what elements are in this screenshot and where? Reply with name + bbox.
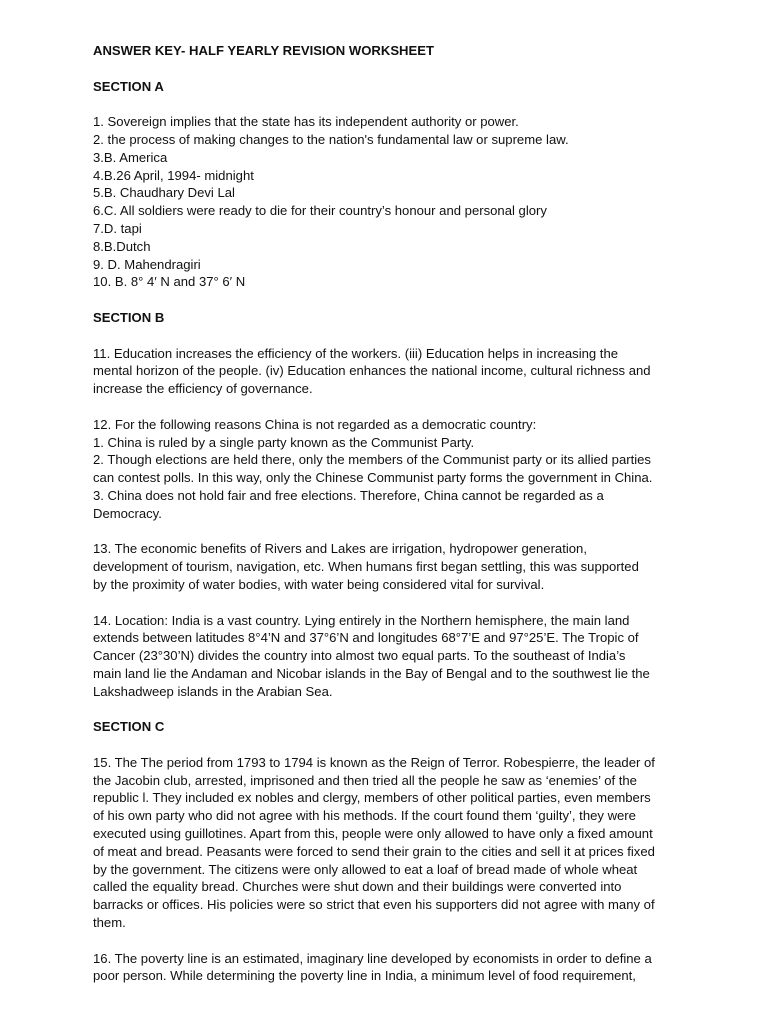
answer-15-line: 15. The The period from 1793 to 1794 is known as the Reign of Terror. Robespierre, the leader of: [93, 754, 655, 770]
answer-11-line: increase the efficiency of governance.: [93, 381, 313, 397]
answer-15-line: the Jacobin club, arrested, imprisoned and then tried all the people he saw as ‘enemies’ of the: [93, 772, 637, 788]
answer-13-line: by the proximity of water bodies, with water being considered vital for survival.: [93, 576, 545, 592]
answer-15-line: by the government. The citizens were only allowed to eat a loaf of bread made of whole wheat: [93, 861, 638, 877]
answer-4: 4.B.26 April, 1994- midnight: [93, 167, 254, 183]
answer-16: [93, 950, 713, 986]
answer-15-line: them.: [93, 915, 126, 931]
answer-14-line: Lakshadweep islands in the Arabian Sea.: [93, 683, 333, 699]
document-title: ANSWER KEY- HALF YEARLY REVISION WORKSHEET: [93, 43, 434, 58]
answer-14-line: 14. Location: India is a vast country. Lying entirely in the Northern hemisphere, the main land: [93, 612, 630, 628]
answer-12-line: 2. Though elections are held there, only the members of the Communist party or its allied parties: [93, 452, 651, 468]
answer-2: 2. the process of making changes to the nation's fundamental law or supreme law.: [93, 131, 569, 147]
answer-8: 8.B.Dutch: [93, 238, 151, 254]
answer-9: 9. D. Mahendragiri: [93, 256, 201, 272]
answer-12: [93, 416, 713, 523]
answer-12-line: can contest polls. In this way, only the Chinese Communist party forms the government in China.: [93, 470, 653, 486]
answer-12-line: 1. China is ruled by a single party known as the Communist Party.: [93, 434, 475, 450]
answer-14-line: Cancer (23°30’N) divides the country into almost two equal parts. To the southeast of India’s: [93, 648, 626, 664]
answer-13-line: development of tourism, navigation, etc. When humans first began settling, this was supported: [93, 559, 639, 575]
answer-15-line: of his own party who did not agree with his methods. If the court found them ‘guilty’, they were: [93, 808, 636, 824]
section-c-heading: SECTION C: [93, 719, 165, 735]
answer-14-line: main land lie the Andaman and Nicobar islands in the Bay of Bengal and to the southwest lie the: [93, 665, 650, 681]
answer-11: [93, 345, 713, 398]
answer-11-line: mental horizon of the people. (iv) Education enhances the national income, cultural richness and: [93, 363, 651, 379]
answer-11-line: 11. Education increases the efficiency of the workers. (iii) Education helps in increasing the: [93, 345, 619, 361]
section-a-answer-list: [93, 113, 713, 291]
answer-15-line: of meat and bread. Peasants were forced to send their grain to the cities and sell it at prices fixed: [93, 843, 655, 859]
answer-5: 5.B. Chaudhary Devi Lal: [93, 185, 235, 201]
answer-14-line: extends between latitudes 8°4’N and 37°6’N and longitudes 68°7’E and 97°25’E. The Tropic of: [93, 630, 639, 646]
answer-16-line: poor person. While determining the poverty line in India, a minimum level of food requirement,: [93, 968, 636, 984]
answer-14: [93, 612, 713, 701]
answer-15-line: called the equality bread. Churches were shut down and their buildings were converted into: [93, 879, 622, 895]
answer-7: 7.D. tapi: [93, 220, 142, 236]
answer-15-line: republic l. They included ex nobles and clergy, members of other political parties, even members: [93, 790, 651, 806]
answer-15-line: executed using guillotines. Apart from this, people were only allowed to have only a fixed amount: [93, 826, 653, 842]
answer-6: 6.C. All soldiers were ready to die for their country’s honour and personal glory: [93, 203, 547, 219]
document-page: [93, 42, 713, 1003]
answer-3: 3.B. America: [93, 149, 168, 165]
section-b-heading: SECTION B: [93, 309, 165, 325]
answer-16-line: 16. The poverty line is an estimated, imaginary line developed by economists in order to define a: [93, 950, 652, 966]
answer-1: 1. Sovereign implies that the state has its independent authority or power.: [93, 114, 519, 130]
answer-15: [93, 754, 713, 932]
answer-15-line: barracks or offices. His policies were so strict that even his supporters did not agree with many of: [93, 897, 655, 913]
answer-10: 10. B. 8° 4′ N and 37° 6′ N: [93, 274, 246, 290]
answer-13: [93, 540, 713, 593]
answer-13-line: 13. The economic benefits of Rivers and Lakes are irrigation, hydropower generation,: [93, 541, 587, 557]
answer-12-line: 12. For the following reasons China is not regarded as a democratic country:: [93, 416, 537, 432]
answer-12-line: Democracy.: [93, 505, 162, 521]
section-a-heading: SECTION A: [93, 78, 164, 94]
answer-12-line: 3. China does not hold fair and free elections. Therefore, China cannot be regarded as a: [93, 487, 604, 503]
